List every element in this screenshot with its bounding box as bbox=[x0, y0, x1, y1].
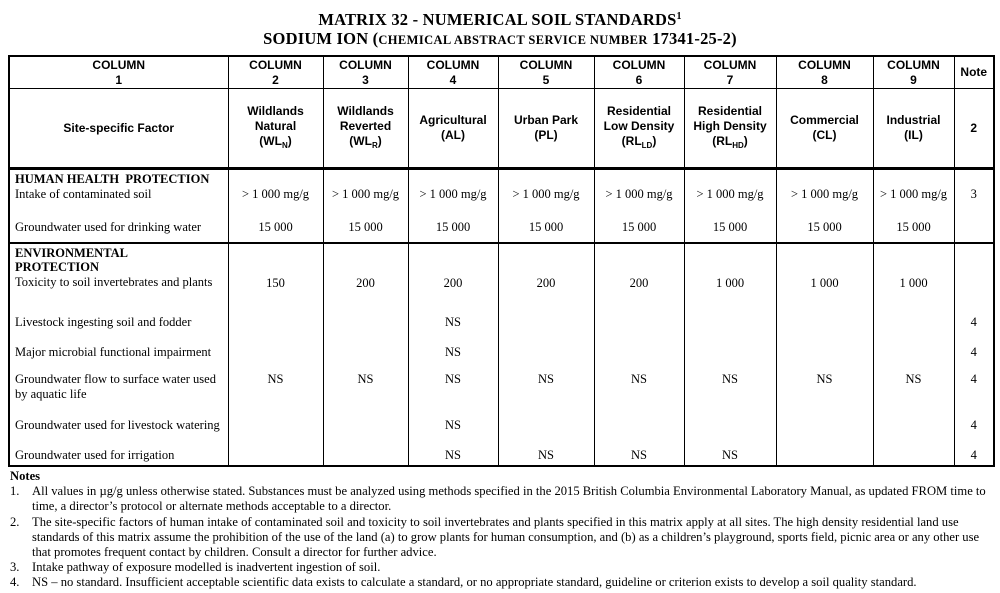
value-cell: 15 000 bbox=[498, 212, 594, 243]
section-heading-environmental-line1: ENVIRONMENTAL bbox=[15, 245, 128, 260]
soil-standards-table bbox=[8, 55, 995, 467]
col-header-7: COLUMN 7 bbox=[684, 56, 776, 89]
subheader-industrial: Industrial (IL) bbox=[873, 89, 954, 169]
value-cell bbox=[873, 330, 954, 360]
value-cell bbox=[323, 299, 408, 330]
value-cell bbox=[594, 401, 684, 433]
factor-cell: Groundwater used for drinking water bbox=[9, 212, 228, 243]
section-heading-human-health: HUMAN HEALTH PROTECTION bbox=[15, 172, 210, 186]
value-cell: 200 bbox=[498, 243, 594, 300]
note-cell: 4 bbox=[954, 299, 994, 330]
table-row-groundwater-irrigation bbox=[9, 433, 994, 467]
factor-cell bbox=[9, 169, 228, 213]
page-title bbox=[0, 7, 1000, 29]
footnote-3 bbox=[10, 560, 994, 575]
col-header-2: COLUMN 2 bbox=[228, 56, 323, 89]
factor-cell: Groundwater flow to surface water used by aquatic life bbox=[9, 359, 228, 401]
value-cell: 15 000 bbox=[873, 212, 954, 243]
value-cell bbox=[228, 330, 323, 360]
footnote-number: 2. bbox=[10, 514, 20, 529]
col-header-3: COLUMN 3 bbox=[323, 56, 408, 89]
subheader-residential-low-density: Residential Low Density $(RL_{LD})$ bbox=[594, 89, 684, 169]
subheader-wildlands-natural: Wildlands Natural $(WL_N)$ bbox=[228, 89, 323, 169]
value-cell bbox=[323, 433, 408, 467]
value-cell: 1 000 bbox=[776, 243, 873, 300]
title-text: MATRIX 32 - NUMERICAL SOIL STANDARDS bbox=[318, 10, 677, 29]
value-cell: NS bbox=[408, 330, 498, 360]
value-cell bbox=[594, 330, 684, 360]
note-cell: 4 bbox=[954, 330, 994, 360]
value-cell: 150 bbox=[228, 243, 323, 300]
footnote-text: Intake pathway of exposure modelled is inadvertent ingestion of soil. bbox=[32, 560, 381, 575]
subheader-urban-park: Urban Park (PL) bbox=[498, 89, 594, 169]
value-cell: NS bbox=[684, 433, 776, 467]
column-number-header-row bbox=[9, 56, 994, 89]
col-header-5: COLUMN 5 bbox=[498, 56, 594, 89]
subheader-agricultural: Agricultural (AL) bbox=[408, 89, 498, 169]
value-cell bbox=[594, 299, 684, 330]
value-cell bbox=[776, 330, 873, 360]
document-title-block bbox=[0, 0, 1000, 50]
col-header-4: COLUMN 4 bbox=[408, 56, 498, 89]
table-row-toxicity-soil-invertebrates bbox=[9, 243, 994, 300]
table-row-livestock-ingesting bbox=[9, 299, 994, 330]
factor-cell: Groundwater used for livestock watering bbox=[9, 401, 228, 433]
value-cell: NS bbox=[408, 433, 498, 467]
note-cell: 4 bbox=[954, 359, 994, 401]
table-row-groundwater-drinking bbox=[9, 212, 994, 243]
footnote-1 bbox=[10, 484, 994, 514]
page-subtitle: SODIUM ION (CHEMICAL ABSTRACT SERVICE NUMBER 17341-25-2) bbox=[263, 29, 737, 48]
value-cell: 200 bbox=[594, 243, 684, 300]
value-cell: 15 000 bbox=[594, 212, 684, 243]
value-cell bbox=[228, 401, 323, 433]
subheader-residential-high-density: Residential High Density $(RL_{HD})$ bbox=[684, 89, 776, 169]
value-cell: NS bbox=[594, 359, 684, 401]
note-cell: 4 bbox=[954, 401, 994, 433]
value-cell: 15 000 bbox=[776, 212, 873, 243]
value-cell: 1 000 bbox=[873, 243, 954, 300]
value-cell: NS bbox=[498, 433, 594, 467]
value-cell: > 1 000 mg/g bbox=[684, 169, 776, 213]
col-header-1: COLUMN 1 bbox=[9, 56, 228, 89]
value-cell: > 1 000 mg/g bbox=[594, 169, 684, 213]
value-cell bbox=[873, 299, 954, 330]
value-cell: > 1 000 mg/g bbox=[323, 169, 408, 213]
footnote-number: 1. bbox=[10, 484, 20, 499]
value-cell: NS bbox=[594, 433, 684, 467]
subheader-note-number: 2 bbox=[954, 89, 994, 169]
value-cell bbox=[498, 330, 594, 360]
value-cell: NS bbox=[408, 401, 498, 433]
value-cell: > 1 000 mg/g bbox=[498, 169, 594, 213]
table-row-groundwater-livestock-watering bbox=[9, 401, 994, 433]
table-row-intake-of-contaminated-soil bbox=[9, 169, 994, 213]
value-cell bbox=[873, 401, 954, 433]
footnote-4 bbox=[10, 575, 994, 590]
value-cell: > 1 000 mg/g bbox=[228, 169, 323, 213]
note-cell bbox=[954, 212, 994, 243]
footnote-2 bbox=[10, 515, 994, 561]
value-cell: NS bbox=[873, 359, 954, 401]
value-cell: NS bbox=[498, 359, 594, 401]
factor-cell: Groundwater used for irrigation bbox=[9, 433, 228, 467]
value-cell bbox=[498, 401, 594, 433]
factor-cell: Livestock ingesting soil and fodder bbox=[9, 299, 228, 330]
title-footnote-marker: 1 bbox=[676, 11, 682, 22]
col-header-8: COLUMN 8 bbox=[776, 56, 873, 89]
value-cell: NS bbox=[684, 359, 776, 401]
value-cell bbox=[498, 299, 594, 330]
footnote-text: NS – no standard. Insufficient acceptable scientific data exists to calculate a standard, or no appropriate standard, guideline or criterion exists to develop a soil quality standard. bbox=[32, 575, 917, 590]
value-cell bbox=[323, 401, 408, 433]
value-cell bbox=[776, 433, 873, 467]
value-cell bbox=[323, 330, 408, 360]
value-cell bbox=[228, 433, 323, 467]
footnote-text: The site-specific factors of human intake of contaminated soil and toxicity to soil invertebrates and plants specified in this matrix apply at all sites. The high density residential land use standards of this matrix assume the prohibition of the use of the land (a) to grow plants for human consumption, and (b) as a children’s playground, sports field, picnic area or any other use that promotes frequent contact by children. Consult a director for further advice. bbox=[32, 514, 980, 560]
col-header-9: COLUMN 9 bbox=[873, 56, 954, 89]
value-cell: 200 bbox=[408, 243, 498, 300]
footnote-number: 4. bbox=[10, 575, 20, 590]
factor-label: Intake of contaminated soil bbox=[15, 186, 152, 201]
value-cell: 15 000 bbox=[323, 212, 408, 243]
value-cell: > 1 000 mg/g bbox=[873, 169, 954, 213]
factor-label: Toxicity to soil invertebrates and plants bbox=[15, 274, 213, 289]
value-cell bbox=[776, 299, 873, 330]
footnote-number: 3. bbox=[10, 560, 20, 575]
table-row-groundwater-surface-water bbox=[9, 359, 994, 401]
note-cell bbox=[954, 243, 994, 300]
value-cell: 15 000 bbox=[684, 212, 776, 243]
value-cell: 1 000 bbox=[684, 243, 776, 300]
value-cell bbox=[228, 299, 323, 330]
value-cell bbox=[684, 330, 776, 360]
factor-cell bbox=[9, 243, 228, 300]
note-cell: 3 bbox=[954, 169, 994, 213]
section-heading-environmental-line2: PROTECTION bbox=[15, 260, 100, 274]
footnote-text: All values in µg/g unless otherwise stated. Substances must be analyzed using methods specified in the 2015 British Columbia Environmental Laboratory Manual, as updated FROM time to time, a director’s protocol or alternate methods acceptable to a director. bbox=[32, 484, 986, 514]
note-cell: 4 bbox=[954, 433, 994, 467]
subheader-site-specific-factor: Site-specific Factor bbox=[9, 89, 228, 169]
table-row-microbial-impairment bbox=[9, 330, 994, 360]
value-cell: > 1 000 mg/g bbox=[408, 169, 498, 213]
value-cell bbox=[776, 401, 873, 433]
value-cell bbox=[684, 401, 776, 433]
value-cell: NS bbox=[408, 299, 498, 330]
cas-number-label: CHEMICAL ABSTRACT SERVICE NUMBER bbox=[378, 33, 648, 47]
value-cell: 15 000 bbox=[408, 212, 498, 243]
value-cell bbox=[873, 433, 954, 467]
col-header-note: Note bbox=[954, 56, 994, 89]
footnotes-section bbox=[10, 469, 994, 591]
value-cell: > 1 000 mg/g bbox=[776, 169, 873, 213]
value-cell: NS bbox=[323, 359, 408, 401]
value-cell: 200 bbox=[323, 243, 408, 300]
value-cell: 15 000 bbox=[228, 212, 323, 243]
footnotes-heading: Notes bbox=[10, 469, 41, 483]
subheader-commercial: Commercial (CL) bbox=[776, 89, 873, 169]
factor-cell: Major microbial functional impairment bbox=[9, 330, 228, 360]
value-cell: NS bbox=[408, 359, 498, 401]
value-cell: NS bbox=[228, 359, 323, 401]
subheader-wildlands-reverted: Wildlands Reverted $(WL_R)$ bbox=[323, 89, 408, 169]
col-header-6: COLUMN 6 bbox=[594, 56, 684, 89]
value-cell bbox=[684, 299, 776, 330]
value-cell: NS bbox=[776, 359, 873, 401]
land-use-header-row bbox=[9, 89, 994, 169]
